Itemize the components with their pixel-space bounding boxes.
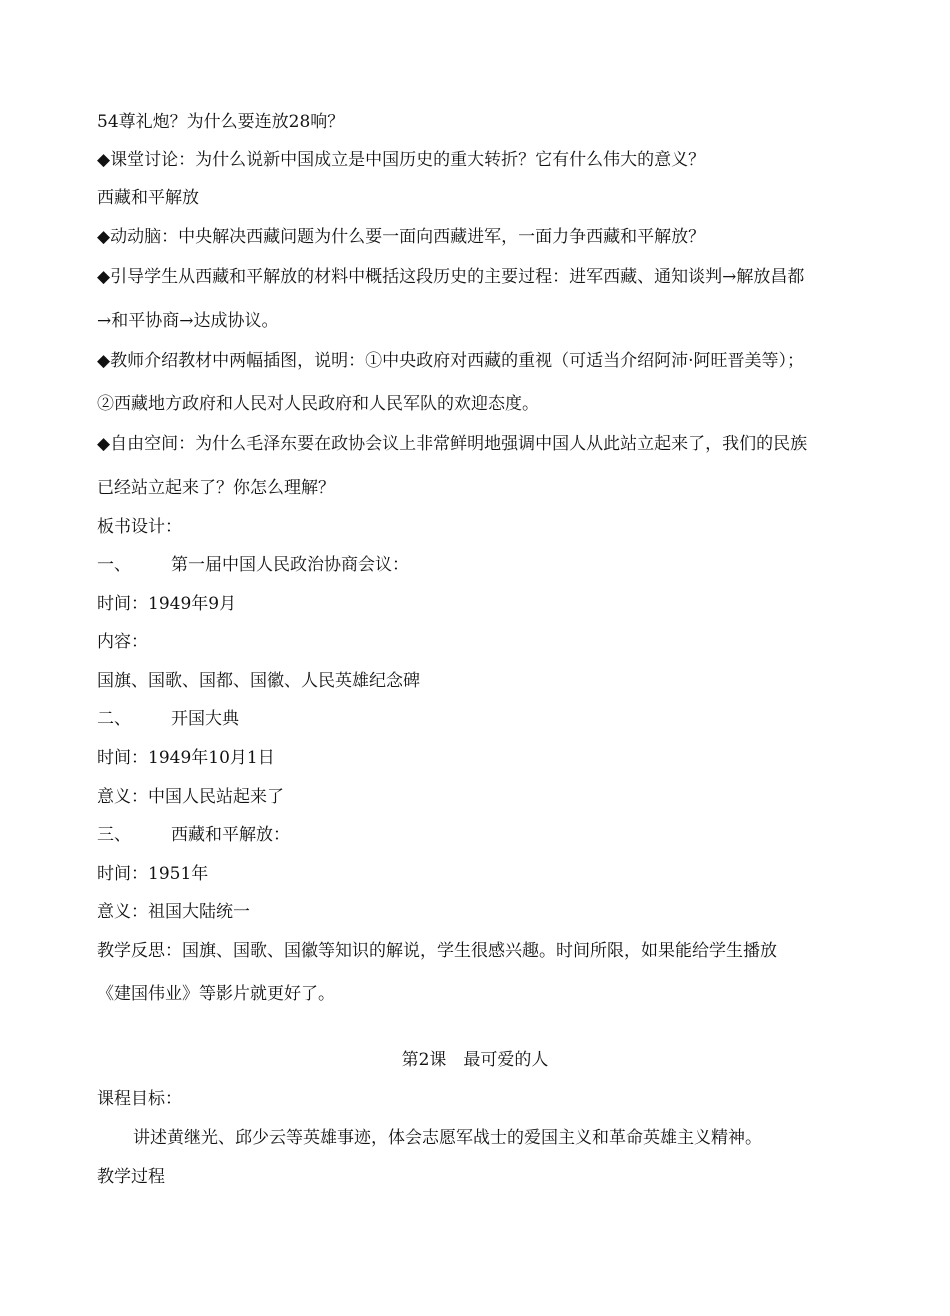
text-line: ◆动动脑：中央解决西藏问题为什么要一面向西藏进军，一面力争西藏和平解放？: [97, 227, 706, 247]
text-line: 时间：1949年10月1日: [97, 748, 275, 768]
text-line: 内容：: [97, 632, 148, 652]
text-line: ◆教师介绍教材中两幅插图，说明：①中央政府对西藏的重视（可适当介绍阿沛·阿旺晋美等）；: [97, 351, 804, 371]
heading-number: 三、: [97, 825, 131, 845]
heading-text: 第一届中国人民政治协商会议：: [171, 555, 409, 575]
text-line: 已经站立起来了？你怎么理解？: [97, 478, 335, 498]
section-heading: [97, 708, 239, 730]
text-line: 教学反思：国旗、国歌、国徽等知识的解说，学生很感兴趣。时间所限，如果能给学生播放: [97, 941, 777, 961]
text-line: →和平协商→达成协议。: [97, 311, 279, 331]
text-line: 讲述黄继光、邱少云等英雄事迹，体会志愿军战士的爱国主义和革命英雄主义精神。: [133, 1128, 762, 1148]
section-heading: [97, 554, 409, 576]
text-line: 教学过程: [97, 1167, 165, 1187]
text-line: 时间：1951年: [97, 864, 209, 884]
text-line: 意义：祖国大陆统一: [97, 902, 250, 922]
text-line: ◆课堂讨论：为什么说新中国成立是中国历史的重大转折？它有什么伟大的意义？: [97, 150, 706, 170]
text-line: 板书设计：: [97, 517, 182, 537]
heading-text: 西藏和平解放：: [171, 825, 290, 845]
text-line: 国旗、国歌、国都、国徽、人民英雄纪念碑: [97, 671, 420, 691]
lesson-title: 第2课 最可爱的人: [401, 1050, 549, 1070]
heading-number: 一、: [97, 555, 131, 575]
section-heading: [97, 824, 290, 846]
text-line: 西藏和平解放: [97, 188, 199, 208]
heading-number: 二、: [97, 709, 131, 729]
text-line: 时间：1949年9月: [97, 594, 237, 614]
text-line: ◆自由空间：为什么毛泽东要在政协会议上非常鲜明地强调中国人从此站立起来了，我们的民族: [97, 434, 808, 454]
text-line: 课程目标：: [97, 1089, 182, 1109]
text-line: ②西藏地方政府和人民对人民政府和人民军队的欢迎态度。: [97, 394, 539, 414]
text-line: ◆引导学生从西藏和平解放的材料中概括这段历史的主要过程：进军西藏、通知谈判→解放昌都: [97, 267, 805, 287]
heading-text: 开国大典: [171, 709, 239, 729]
text-line: 54尊礼炮？为什么要连放28响？: [97, 112, 345, 132]
text-line: 意义：中国人民站起来了: [97, 787, 284, 807]
text-line: 《建国伟业》等影片就更好了。: [97, 984, 335, 1004]
